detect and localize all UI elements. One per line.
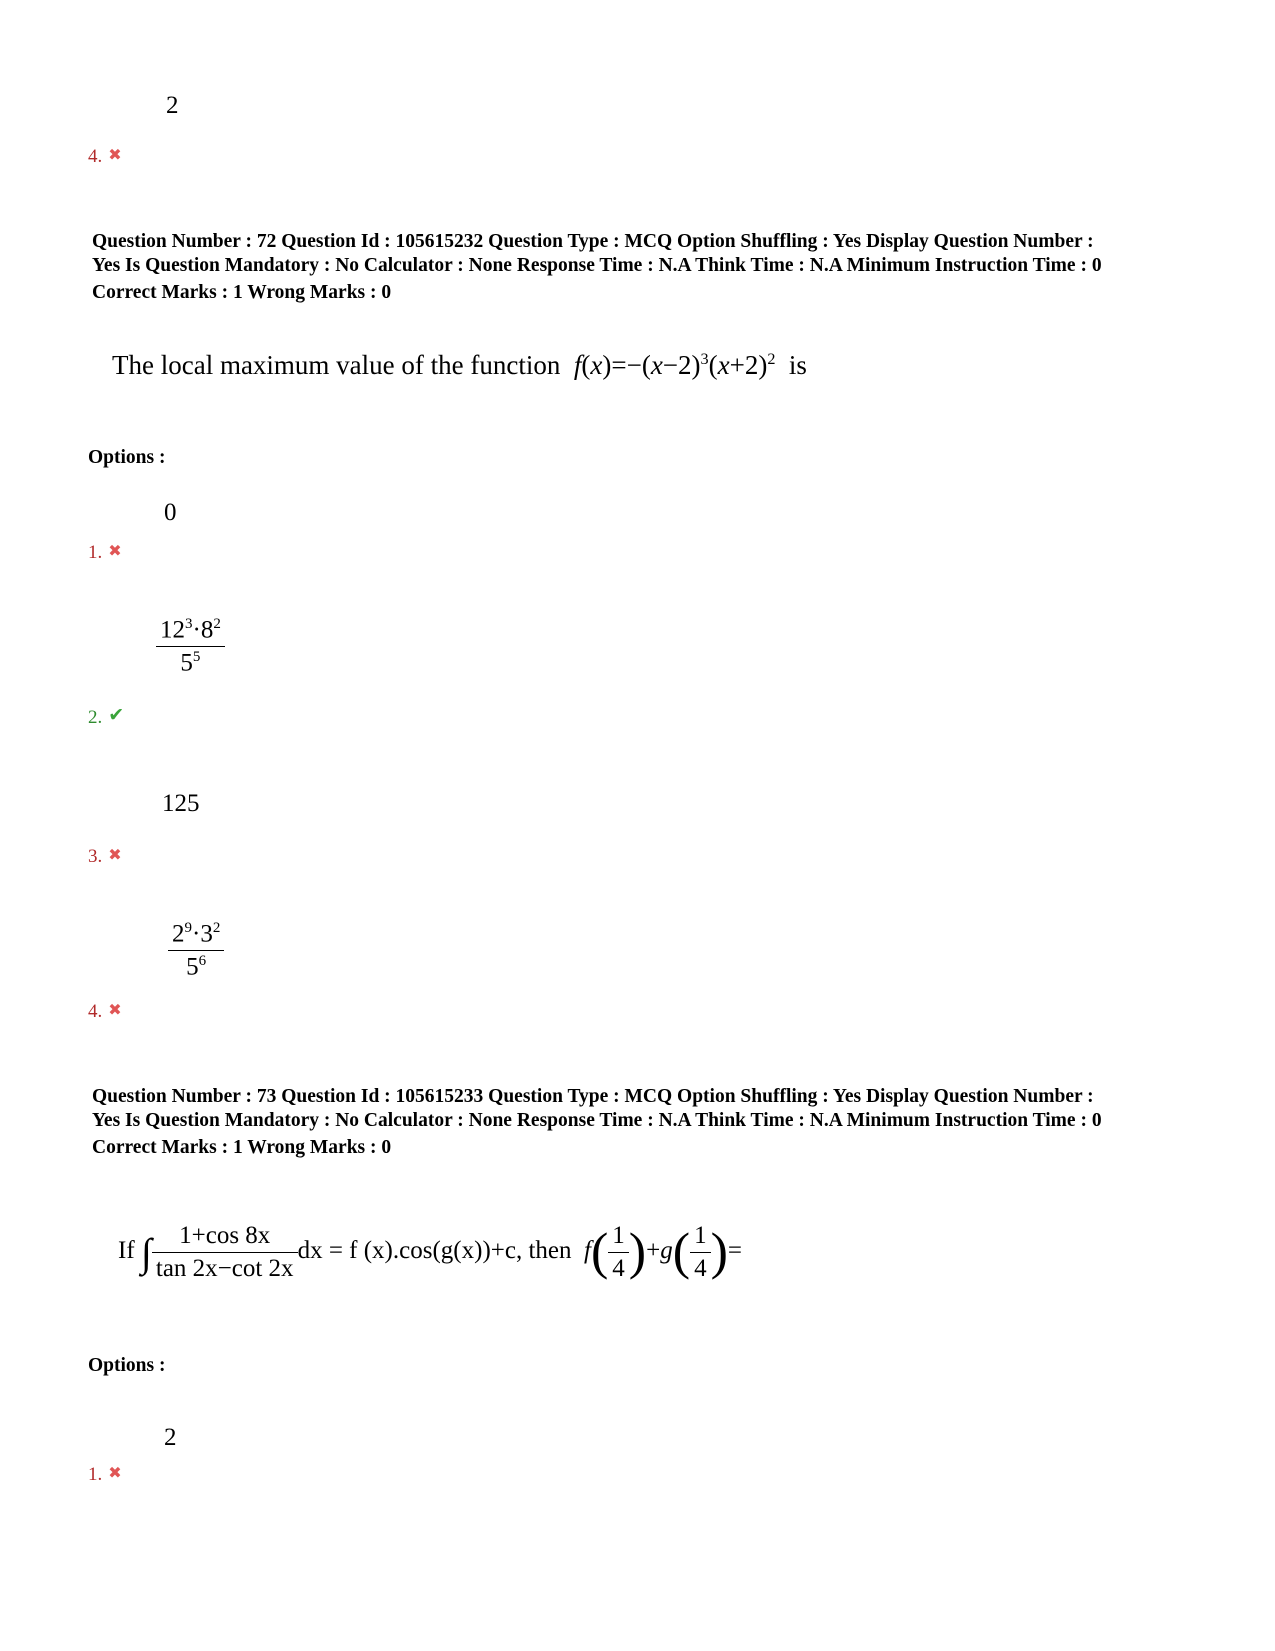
cross-mark-icon: ✖ xyxy=(108,543,122,560)
question-meta: Question Number : 73 Question Id : 105615233 Question Type : MCQ Option Shuffling : Yes Display Question Number : Yes Is Question Mandatory : No Calculator : None Response Time : N.A Think Time : N.A Minimum Instruction Time : 0 Correct Marks : 1 Wrong Marks : 0 xyxy=(92,1086,1102,1158)
option-fraction: $\frac{2^9\cdot 3^2}{5^6}$ xyxy=(168,920,224,982)
question-text: The local maximum value of the function $f(x)=-(x-2)^3(x+2)^2$ is xyxy=(112,350,807,380)
cross-mark-icon: ✖ xyxy=(108,847,122,864)
option-value: 2 xyxy=(166,92,179,119)
question-meta: Question Number : 72 Question Id : 105615232 Question Type : MCQ Option Shuffling : Yes Display Question Number : Yes Is Question Mandatory : No Calculator : None Response Time : N.A Think Time : N.A Minimum Instruction Time : 0 Correct Marks : 1 Wrong Marks : 0 xyxy=(92,231,1102,303)
option-value: 2 xyxy=(164,1424,177,1451)
option-fraction: $\frac{12^3\cdot 8^2}{5^5}$ xyxy=(156,616,225,678)
option-number: 3. ✖ xyxy=(88,846,122,867)
option-value: 0 xyxy=(164,499,177,526)
option-number: 4. ✖ xyxy=(88,1001,122,1022)
cross-mark-icon: ✖ xyxy=(108,147,122,164)
cross-mark-icon: ✖ xyxy=(108,1002,122,1019)
option-number: 4. ✖ xyxy=(88,146,122,167)
option-value: 125 xyxy=(162,790,200,817)
options-label: Options : xyxy=(88,447,166,468)
check-mark-icon: ✔ xyxy=(108,705,125,726)
cross-mark-icon: ✖ xyxy=(108,1465,122,1482)
option-number: 1. ✖ xyxy=(88,542,122,563)
option-number: 1. ✖ xyxy=(88,1464,122,1485)
question-text: If ∫ $\frac{1+\cos 8x}{\tan 2x-\cot 2x}$ dx = f (x).cos(g(x))+c, then f( $\frac{1}{4}$ )+g( $\frac{1}{4}$ )= xyxy=(118,1222,742,1282)
options-label: Options : xyxy=(88,1355,166,1376)
option-number: 2. ✔ xyxy=(88,705,125,728)
